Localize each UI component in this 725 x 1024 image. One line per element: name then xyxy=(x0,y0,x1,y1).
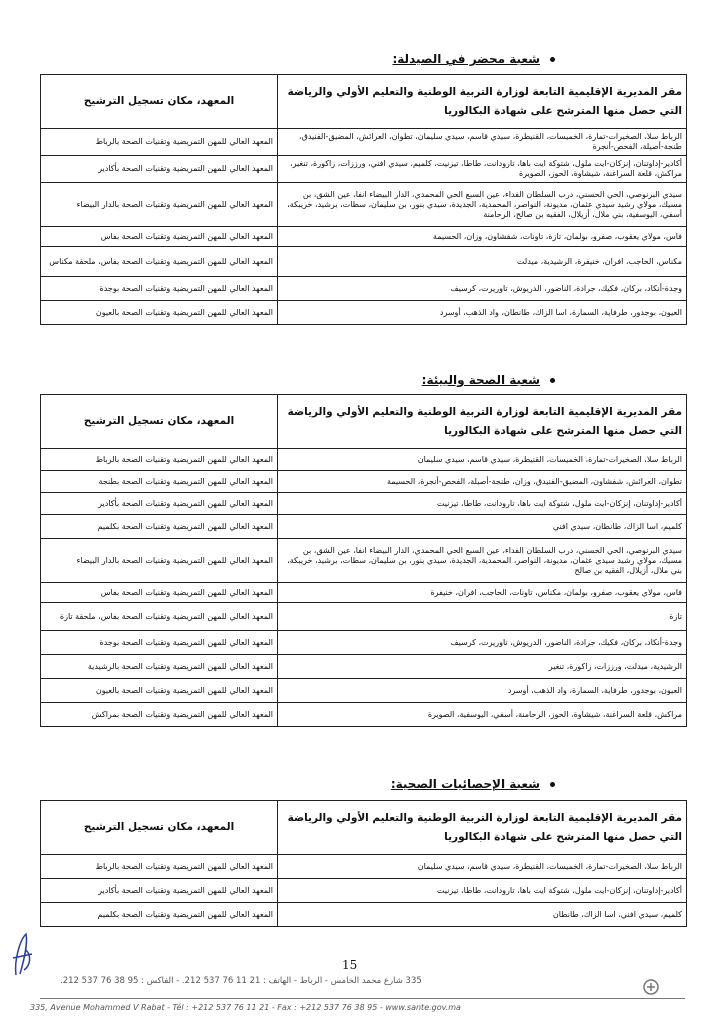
ministry-logo-icon xyxy=(636,978,666,996)
cell-directorates: العيون، بوجدور، طرفاية، السمارة، واد الذهب، أوسرد xyxy=(278,679,687,703)
header-institute: المعهد، مكان تسجيل الترشيح xyxy=(41,75,278,129)
cell-directorates: تازة xyxy=(278,603,687,631)
cell-directorates: فاس، مولاي يعقوب، صفرو، بولمان، مكناس، تاونات، الحاجب، افران، خنيفرة xyxy=(278,583,687,603)
section-heading-health-statistics xyxy=(391,777,555,791)
cell-institute: المعهد العالي للمهن التمريضية وتقنيات الصحة بطنجة xyxy=(41,471,278,493)
cell-directorates: كلميم، سيدي افني، اسا الزاك، طانطان xyxy=(278,903,687,927)
footer-address-arabic: 335 شارع محمد الخامس - الرباط - الهاتف : 21 11 76 537 212. - الفاكس : 95 38 76 537 212. xyxy=(60,976,422,986)
header-directorate: مقر المديرية الإقليمية التابعة لوزارة التربية الوطنية والتعليم الأولي والرياضة التي حصل منها المترشح على شهادة البكالوريا xyxy=(278,801,687,855)
cell-institute: المعهد العالي للمهن التمريضية وتقنيات الصحة بكلميم xyxy=(41,903,278,927)
cell-institute: المعهد العالي للمهن التمريضية وتقنيات الصحة بالرباط xyxy=(41,129,278,156)
cell-directorates: الرباط سلا، الصخيرات-تمارة، الخميسات، القنيطرة، سيدي قاسم، سيدي سليمان xyxy=(278,449,687,471)
cell-institute: المعهد العالي للمهن التمريضية وتقنيات الصحة بالدار البيضاء xyxy=(41,183,278,227)
section-title: شعبة محضر في الصيدلة: xyxy=(392,52,540,66)
cell-directorates: فاس، مولاي يعقوب، صفرو، بولمان، تازة، تاونات، شفشاون، وزان، الحسيمة xyxy=(278,227,687,247)
section-heading-health-environment xyxy=(422,373,555,387)
header-institute: المعهد، مكان تسجيل الترشيح xyxy=(41,801,278,855)
bullet-icon xyxy=(550,378,555,383)
cell-directorates: الرباط سلا، الصخيرات-تمارة، الخميسات، القنيطرة، سيدي قاسم، سيدي سليمان، تطوان، العرائش، المضيق-الفنيدق، طنجة-أصيلة، الفحص-أنجرة xyxy=(278,129,687,156)
cell-institute: المعهد العالي للمهن التمريضية وتقنيات الصحة بالرباط xyxy=(41,449,278,471)
cell-institute: المعهد العالي للمهن التمريضية وتقنيات الصحة بالرباط xyxy=(41,855,278,879)
cell-directorates: سيدي البرنوصي، الحي الحسني، درب السلطان الفداء، عين السبع الحي المحمدي، الدار البيضاء انفا، عين الشق، بن مسيك، مولاي رشيد سيدي عثمان، مديونة، النواصر، المحمدية، الجديدة، سيدي بنور، بن سليمان، سطات، برشيد، خريبكة، أسفي، اليوسفية، بني ملال، أزيلال، الفقيه بن صالح، الرحامنة xyxy=(278,183,687,227)
cell-directorates: أكادير-إداوتنان، إنزكان-ايت ملول، شتوكة ايت باها، تارودانت، طاطا، تيزنيت xyxy=(278,879,687,903)
header-institute: المعهد، مكان تسجيل الترشيح xyxy=(41,395,278,449)
section-heading-pharmacy xyxy=(392,52,555,66)
table-health-environment xyxy=(40,394,687,727)
cell-directorates: مراكش، قلعة السراغنة، شيشاوة، الحوز، الرحامنة، أسفي، اليوسفية، الصويرة xyxy=(278,703,687,727)
cell-directorates: الرباط سلا، الصخيرات-تمارة، الخميسات، القنيطرة، سيدي قاسم، سيدي سليمان xyxy=(278,855,687,879)
section-title: شعبة الصحة والبيئة: xyxy=(421,373,540,387)
signature-mark xyxy=(10,930,36,980)
cell-institute: المعهد العالي للمهن التمريضية وتقنيات الصحة بأكادير xyxy=(41,156,278,183)
cell-institute: المعهد العالي للمهن التمريضية وتقنيات الصحة بفاس، ملحقة تازة xyxy=(41,603,278,631)
header-directorate: مقر المديرية الإقليمية التابعة لوزارة التربية الوطنية والتعليم الأولي والرياضة التي حصل منها المترشح على شهادة البكالوريا xyxy=(278,395,687,449)
cell-directorates: تطوان، العرائش، شفشاون، المضيق-الفنيدق، وزان، طنجة-أصيلة، الفحص-أنجرة، الحسيمة xyxy=(278,471,687,493)
header-directorate: مقر المديرية الإقليمية التابعة لوزارة التربية الوطنية والتعليم الأولي والرياضة التي حصل منها المترشح على شهادة البكالوريا xyxy=(278,75,687,129)
cell-institute: المعهد العالي للمهن التمريضية وتقنيات الصحة بفاس، ملحقة مكناس xyxy=(41,247,278,277)
cell-institute: المعهد العالي للمهن التمريضية وتقنيات الصحة بالدار البيضاء xyxy=(41,539,278,583)
cell-institute: المعهد العالي للمهن التمريضية وتقنيات الصحة بوجدة xyxy=(41,631,278,655)
cell-institute: المعهد العالي للمهن التمريضية وتقنيات الصحة بكلميم xyxy=(41,515,278,539)
footer-address-french: 335, Avenue Mohammed V Rabat - Tél : +212 537 76 11 21 - Fax : +212 537 76 38 95 - www.sante.gov.ma xyxy=(30,1003,461,1012)
cell-directorates: العيون، بوجدور، طرفاية، السمارة، اسا الزاك، طانطان، واد الذهب، أوسرد xyxy=(278,301,687,325)
cell-directorates: أكادير-إداوتنان، إنزكان-ايت ملول، شتوكة ايت باها، تارودانت، طاطا، تيزنيت xyxy=(278,493,687,515)
cell-institute: المعهد العالي للمهن التمريضية وتقنيات الصحة بفاس xyxy=(41,227,278,247)
table-pharmacy xyxy=(40,74,687,325)
bullet-icon xyxy=(550,782,555,787)
bullet-icon xyxy=(550,57,555,62)
cell-directorates: أكادير-إداوتنان، إنزكان-ايت ملول، شتوكة ايت باها، تارودانت، طاطا، تيزنيت، كلميم، سيدي افني، ورززات، زاكورة، تنغير، مراكش، قلعة السراغنة، شيشاوة، الحوز، الصويرة xyxy=(278,156,687,183)
cell-directorates: سيدي البرنوصي، الحي الحسني، درب السلطان الفداء، عين السبع الحي المحمدي، الدار البيضاء انفا، عين الشق، بن مسيك، مولاي رشيد سيدي عثمان، مديونة، النواصر، المحمدية، الجديدة، سيدي بنور، بن سليمان، سطات، برشيد، خريبكة، بني ملال، أزيلال، الفقيه بن صالح xyxy=(278,539,687,583)
page-number: 15 xyxy=(342,958,358,972)
cell-institute: المعهد العالي للمهن التمريضية وتقنيات الصحة بوجدة xyxy=(41,277,278,301)
section-title: شعبة الإحصائيات الصحية: xyxy=(390,777,540,791)
cell-institute: المعهد العالي للمهن التمريضية وتقنيات الصحة بأكادير xyxy=(41,493,278,515)
cell-institute: المعهد العالي للمهن التمريضية وتقنيات الصحة بمراكش xyxy=(41,703,278,727)
footer-divider xyxy=(40,998,685,999)
cell-institute: المعهد العالي للمهن التمريضية وتقنيات الصحة بالعيون xyxy=(41,301,278,325)
cell-institute: المعهد العالي للمهن التمريضية وتقنيات الصحة بالرشيدية xyxy=(41,655,278,679)
cell-directorates: وجدة-أنكاد، بركان، فكيك، جرادة، الناضور، الدريوش، تاوريرت، كرسيف xyxy=(278,277,687,301)
cell-directorates: كلميم، اسا الزاك، طانطان، سيدي افني xyxy=(278,515,687,539)
cell-directorates: مكناس، الحاجب، افران، خنيفرة، الرشيدية، ميدلت xyxy=(278,247,687,277)
cell-directorates: وجدة-أنكاد، بركان، فكيك، جرادة، الناضور، الدريوش، تاوريرت، كرسيف xyxy=(278,631,687,655)
cell-institute: المعهد العالي للمهن التمريضية وتقنيات الصحة بفاس xyxy=(41,583,278,603)
cell-institute: المعهد العالي للمهن التمريضية وتقنيات الصحة بأكادير xyxy=(41,879,278,903)
cell-directorates: الرشيدية، ميدلت، ورززات، زاكورة، تنغير xyxy=(278,655,687,679)
table-health-statistics xyxy=(40,800,687,927)
cell-institute: المعهد العالي للمهن التمريضية وتقنيات الصحة بالعيون xyxy=(41,679,278,703)
